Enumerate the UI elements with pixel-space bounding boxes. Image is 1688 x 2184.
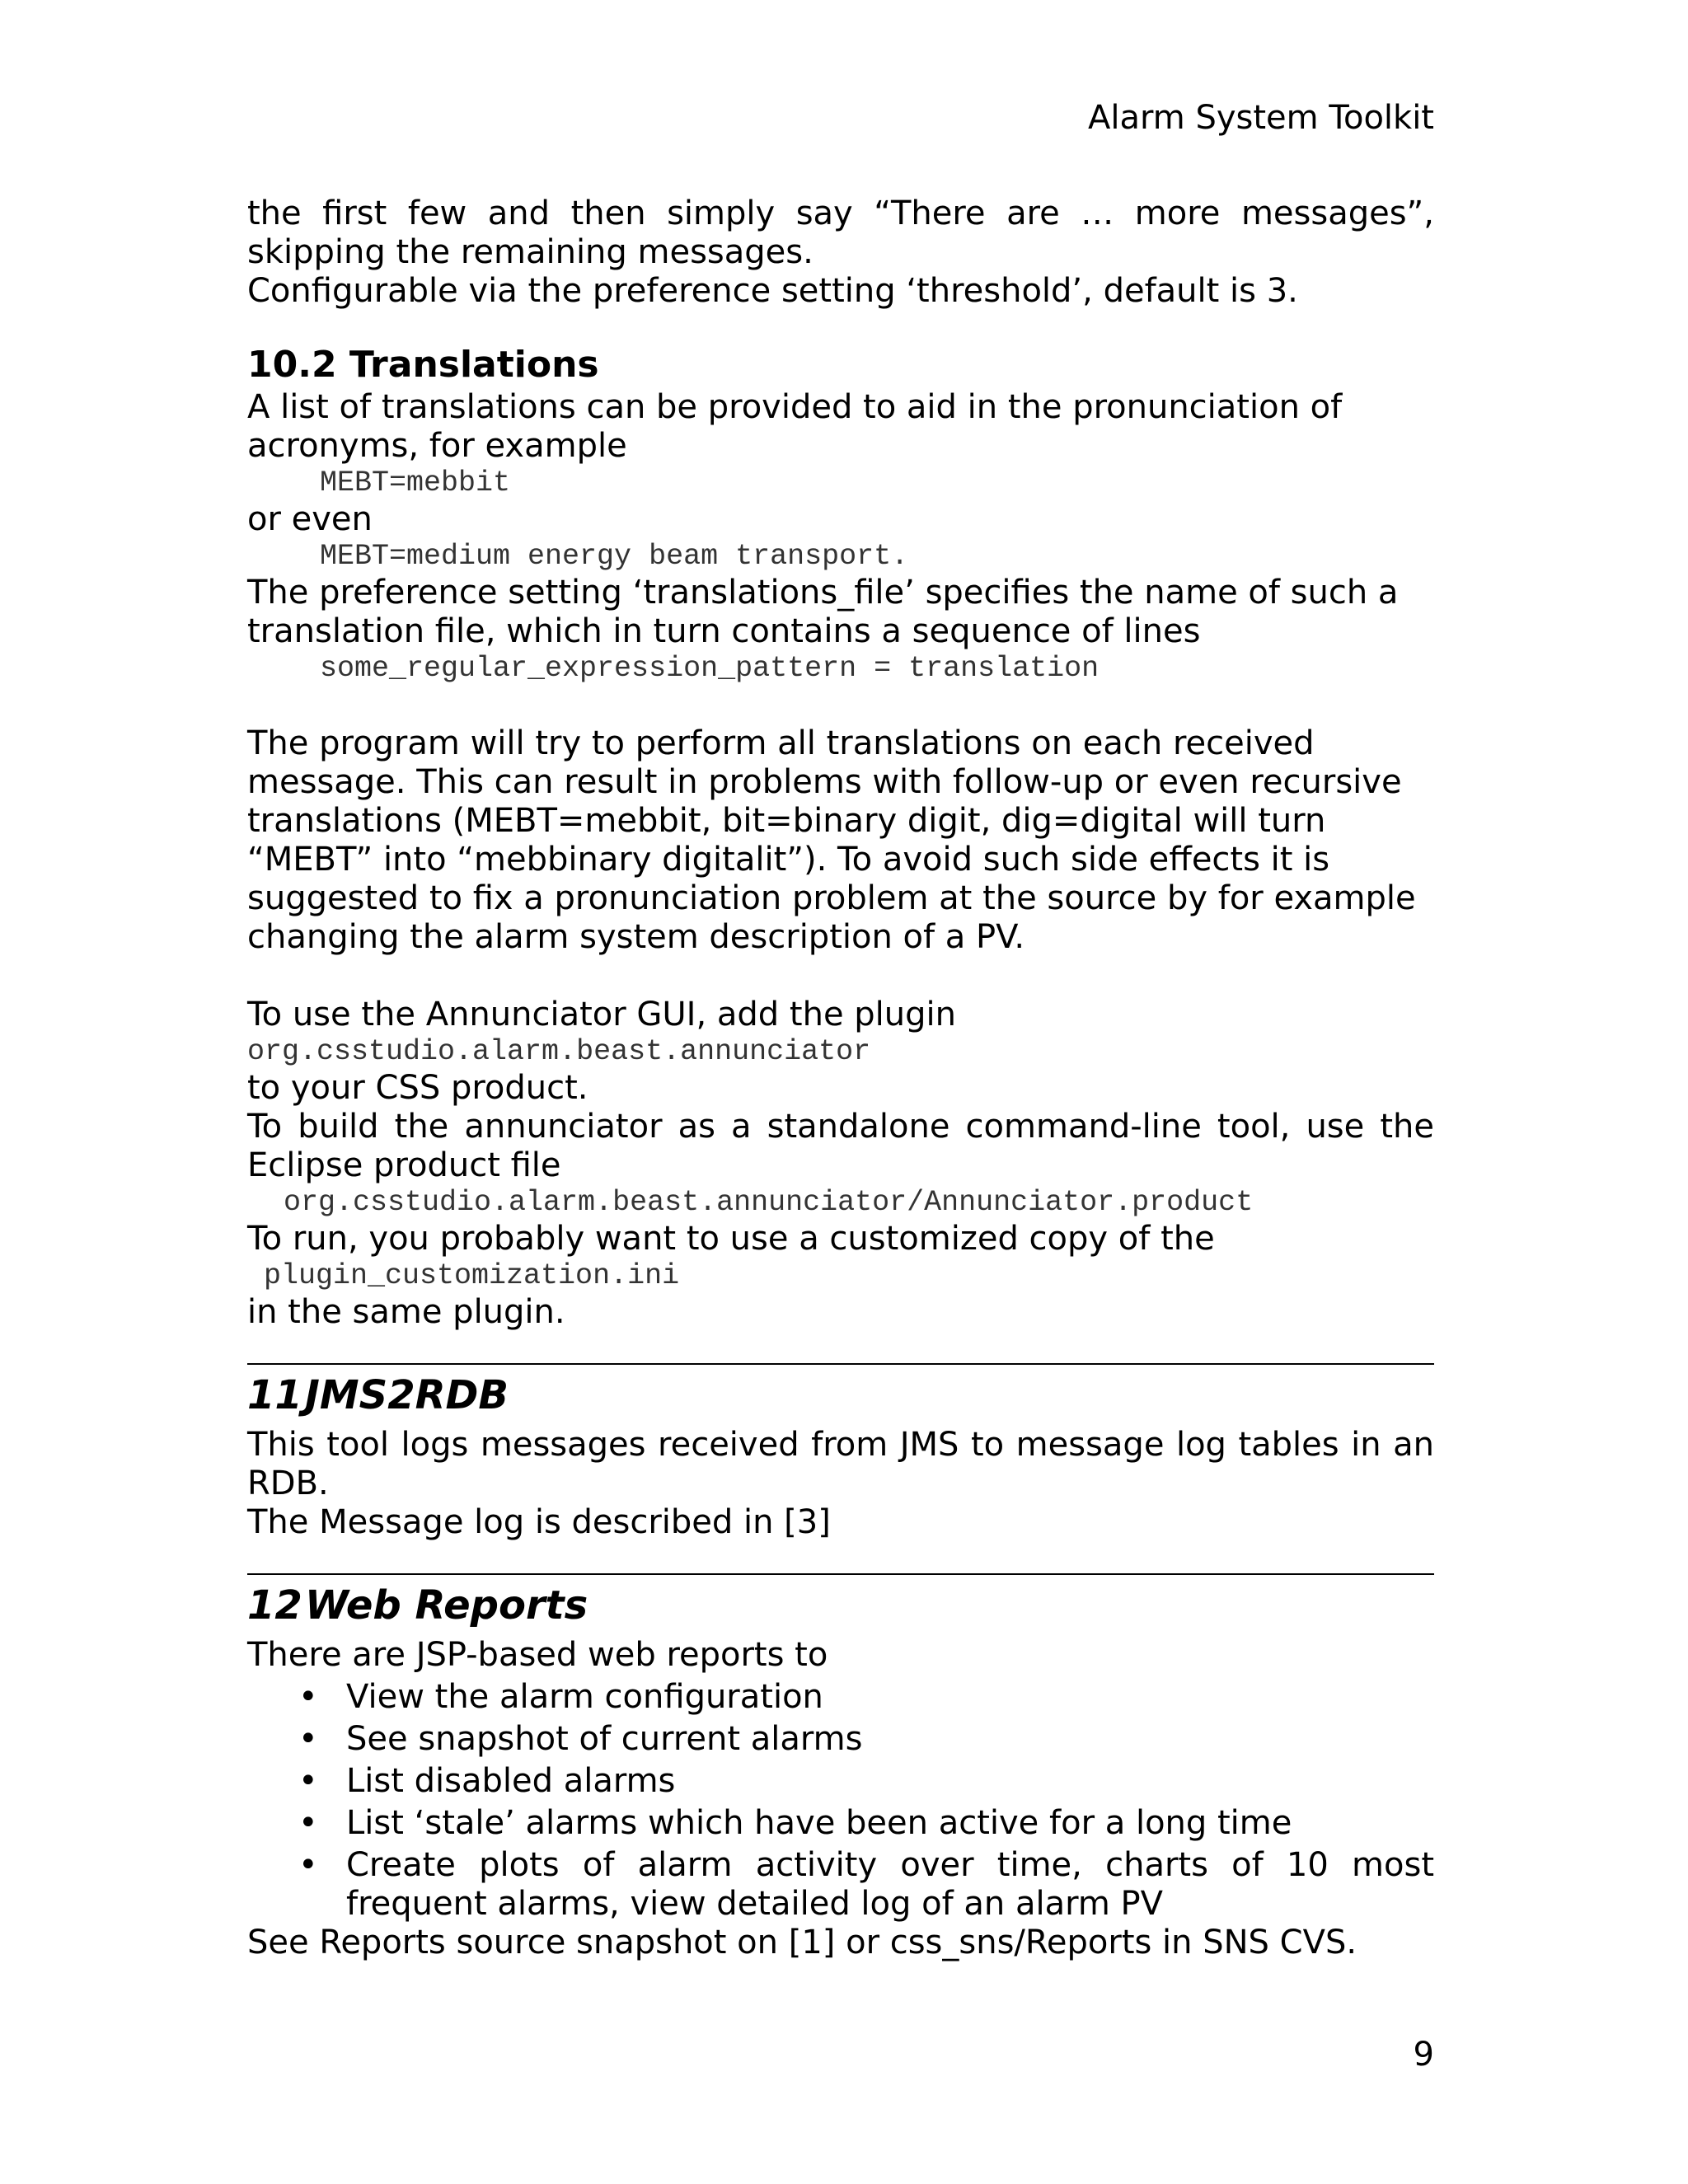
paragraph-gap [247,957,1434,996]
list-item-text: View the alarm configuration [346,1678,823,1716]
list-item-text: List ‘stale’ alarms which have been active for a long time [346,1804,1292,1842]
bullet-icon: • [298,1720,318,1758]
run-line: To run, you probably want to use a customized copy of the [247,1220,1215,1258]
build-line-1: To build the annunciator as a standalone command-line tool, use the [247,1108,1434,1146]
chapter-title: JMS2RDB [305,1372,509,1418]
code-customization-ini: plugin_customization.ini [264,1259,680,1292]
translations-paragraph-1: A list of translations can be provided to aid in the pronunciation of acronyms, for example [247,388,1343,465]
code-example-mebbit: MEBT=mebbit [320,466,511,499]
code-plugin-id: org.csstudio.alarm.beast.annunciator [247,1035,871,1068]
list-item-text-line-2: frequent alarms, view detailed log of an alarm PV [346,1885,1164,1923]
translations-paragraph-2: The preference setting ‘translations_file’ specifies the name of such a translation file, which in turn contains a sequence of lines [247,574,1399,650]
chapter-number: 11 [247,1372,302,1418]
chapter-divider [247,1573,1434,1575]
bullet-icon: • [298,1804,318,1842]
chapter-heading-web-reports [247,1580,1434,1631]
list-item [247,1804,1434,1843]
bullet-icon: • [298,1678,318,1716]
or-even-text: or even [247,500,373,538]
page-number: 9 [1413,2036,1434,2074]
code-example-mebt-full: MEBT=medium energy beam transport. [320,540,909,573]
intro-line-1: the first few and then simply say “There are … more messages”, [247,194,1434,232]
build-line-2: Eclipse product file [247,1146,561,1184]
document-page [247,0,1434,2184]
bullet-icon: • [298,1846,318,1884]
chapter-number: 12 [247,1582,302,1629]
reports-source-line: See Reports source snapshot on [1] or css_sns/Reports in SNS CVS. [247,1924,1357,1961]
intro-line-3: Configurable via the preference setting ‘threshold’, default is 3. [247,272,1298,310]
bullet-icon: • [298,1762,318,1800]
section-heading-translations: 10.2 Translations [247,344,599,386]
intro-line-2: skipping the remaining messages. [247,233,814,271]
running-header: Alarm System Toolkit [1088,99,1434,137]
list-item [247,1762,1434,1801]
annunciator-gui-line: To use the Annunciator GUI, add the plugin [247,996,956,1033]
jms2rdb-line-3: The Message log is described in [3] [247,1503,831,1541]
chapter-title: Web Reports [305,1582,588,1629]
list-item-text: See snapshot of current alarms [346,1720,863,1758]
css-product-line: to your CSS product. [247,1069,588,1107]
list-item [247,1678,1434,1717]
web-reports-intro: There are JSP-based web reports to [247,1636,828,1674]
web-reports-list [247,1678,1434,1924]
list-item [247,1720,1434,1759]
paragraph-gap [247,686,1434,724]
jms2rdb-line-2: RDB. [247,1465,329,1502]
page-content [247,194,1434,1962]
jms2rdb-line-1: This tool logs messages received from JMS to message log tables in an [247,1426,1434,1464]
chapter-heading-jms2rdb [247,1370,1434,1421]
same-plugin-line: in the same plugin. [247,1293,565,1331]
chapter-divider [247,1363,1434,1365]
list-item-text: List disabled alarms [346,1762,676,1800]
code-product-file: org.csstudio.alarm.beast.annunciator/Annunciator.product [284,1186,1254,1219]
translations-paragraph-3: The program will try to perform all translations on each received message. This can result in problems with follow-up or even recursive translations (MEBT=mebbit, bit=binary digit, dig=digital will turn “MEBT” into “mebbinary digitalit”). To avoid such side effects it is suggested to fix a pronunciation problem at the source by for example changing the alarm system description of a PV. [247,724,1416,956]
list-item-text-line-1: Create plots of alarm activity over time, charts of 10 most [346,1846,1434,1884]
list-item [247,1846,1434,1924]
code-example-pattern: some_regular_expression_pattern = translation [320,652,1100,685]
